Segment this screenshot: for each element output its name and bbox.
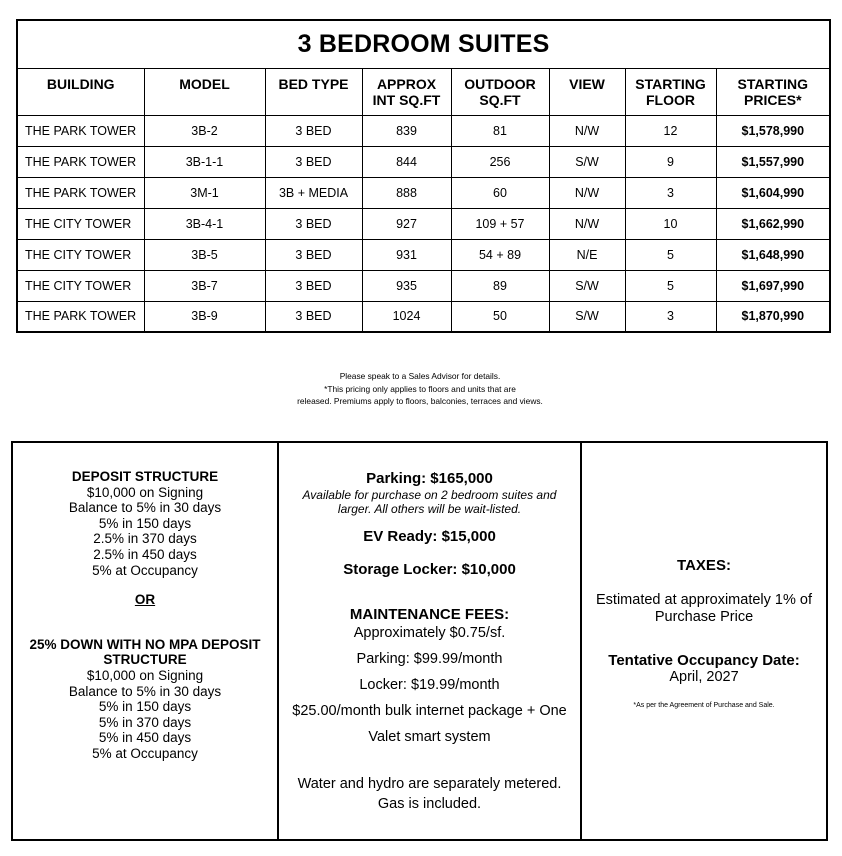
cell-building: THE CITY TOWER — [17, 239, 144, 270]
table-row — [17, 208, 830, 239]
alt-deposit-line: 5% at Occupancy — [92, 745, 198, 761]
cell-int-sqft: 844 — [362, 146, 451, 177]
maintenance-parking: Parking: $99.99/month — [356, 651, 503, 667]
taxes-box — [582, 443, 826, 839]
cell-view: S/W — [549, 270, 625, 301]
cell-int-sqft: 1024 — [362, 301, 451, 332]
table-row — [17, 270, 830, 301]
cell-starting-floor: 10 — [625, 208, 716, 239]
pricing-table — [16, 19, 831, 333]
cell-starting-floor: 3 — [625, 301, 716, 332]
deposit-line: Balance to 5% in 30 days — [68, 500, 222, 516]
cell-starting-price: $1,697,990 — [716, 270, 830, 301]
extras-box — [279, 443, 582, 839]
table-title: 3 BEDROOM SUITES — [17, 20, 830, 68]
cell-starting-floor: 12 — [625, 115, 716, 146]
table-row — [17, 177, 830, 208]
cell-starting-price: $1,578,990 — [716, 115, 830, 146]
maintenance-rate: Approximately $0.75/sf. — [353, 625, 506, 641]
info-boxes — [11, 441, 828, 841]
cell-building: THE CITY TOWER — [17, 270, 144, 301]
cell-bed-type: 3 BED — [265, 208, 362, 239]
cell-starting-price: $1,870,990 — [716, 301, 830, 332]
header-outdoor-sqft: OUTDOOR SQ.FT — [451, 68, 549, 115]
cell-outdoor-sqft: 54 + 89 — [451, 239, 549, 270]
table-row — [17, 239, 830, 270]
cell-bed-type: 3 BED — [265, 301, 362, 332]
cell-starting-price: $1,662,990 — [716, 208, 830, 239]
cell-starting-price: $1,648,990 — [716, 239, 830, 270]
table-row — [17, 146, 830, 177]
utilities-line: Water and hydro are separately metered. — [297, 776, 562, 792]
cell-starting-floor: 3 — [625, 177, 716, 208]
alt-deposit-line: $10,000 on Signing — [86, 667, 204, 683]
cell-building: THE PARK TOWER — [17, 177, 144, 208]
alt-deposit-line: 5% in 150 days — [98, 699, 192, 715]
cell-building: THE PARK TOWER — [17, 301, 144, 332]
cell-outdoor-sqft: 89 — [451, 270, 549, 301]
cell-model: 3B-4-1 — [144, 208, 265, 239]
pricing-notes — [250, 370, 590, 408]
header-starting-prices: STARTING PRICES* — [716, 68, 830, 115]
cell-bed-type: 3 BED — [265, 270, 362, 301]
note-line: released. Premiums apply to floors, balconies, terraces and views. — [297, 396, 543, 406]
alt-deposit-line: 5% in 450 days — [98, 730, 192, 746]
deposit-line: 5% in 150 days — [98, 515, 192, 531]
cell-bed-type: 3 BED — [265, 239, 362, 270]
cell-building: THE PARK TOWER — [17, 146, 144, 177]
cell-bed-type: 3 BED — [265, 146, 362, 177]
cell-model: 3B-7 — [144, 270, 265, 301]
cell-int-sqft: 935 — [362, 270, 451, 301]
occupancy-date: April, 2027 — [669, 669, 739, 685]
cell-int-sqft: 839 — [362, 115, 451, 146]
cell-int-sqft: 931 — [362, 239, 451, 270]
maintenance-locker: Locker: $19.99/month — [359, 677, 500, 693]
deposit-title: DEPOSIT STRUCTURE — [71, 469, 219, 484]
cell-bed-type: 3B + MEDIA — [265, 177, 362, 208]
header-view: VIEW — [549, 68, 625, 115]
deposit-line: 2.5% in 370 days — [93, 531, 197, 547]
note-line: *This pricing only applies to floors and units that are — [324, 383, 516, 394]
header-model: MODEL — [144, 68, 265, 115]
cell-starting-floor: 9 — [625, 146, 716, 177]
cell-outdoor-sqft: 109 + 57 — [451, 208, 549, 239]
cell-starting-price: $1,604,990 — [716, 177, 830, 208]
cell-outdoor-sqft: 256 — [451, 146, 549, 177]
cell-outdoor-sqft: 60 — [451, 177, 549, 208]
maintenance-fees-title: MAINTENANCE FEES: — [349, 606, 510, 623]
cell-model: 3B-1-1 — [144, 146, 265, 177]
internet-package-cont: Valet smart system — [368, 729, 491, 745]
cell-model: 3M-1 — [144, 177, 265, 208]
or-divider: OR — [134, 592, 156, 608]
occupancy-title: Tentative Occupancy Date: — [608, 652, 800, 669]
cell-starting-floor: 5 — [625, 270, 716, 301]
alt-deposit-title: 25% DOWN WITH NO MPA DEPOSIT STRUCTURE — [29, 636, 261, 668]
header-building: BUILDING — [17, 68, 144, 115]
cell-outdoor-sqft: 81 — [451, 115, 549, 146]
ev-ready-price: EV Ready: $15,000 — [363, 528, 496, 545]
header-int-sqft: APPROX INT SQ.FT — [362, 68, 451, 115]
agreement-footnote: *As per the Agreement of Purchase and Sale. — [633, 702, 775, 709]
cell-bed-type: 3 BED — [265, 115, 362, 146]
cell-int-sqft: 888 — [362, 177, 451, 208]
note-line: Please speak to a Sales Advisor for details. — [339, 371, 501, 381]
utilities-line: Gas is included. — [377, 796, 482, 812]
cell-view: N/W — [549, 115, 625, 146]
deposit-line: 2.5% in 450 days — [93, 546, 197, 562]
storage-locker-price: Storage Locker: $10,000 — [343, 561, 516, 578]
cell-starting-price: $1,557,990 — [716, 146, 830, 177]
header-starting-floor: STARTING FLOOR — [625, 68, 716, 115]
table-row — [17, 301, 830, 332]
cell-model: 3B-9 — [144, 301, 265, 332]
cell-starting-floor: 5 — [625, 239, 716, 270]
table-header-row — [17, 68, 830, 115]
header-bed-type: BED TYPE — [265, 68, 362, 115]
deposit-line: $10,000 on Signing — [86, 484, 204, 500]
internet-package: $25.00/month bulk internet package + One — [292, 703, 567, 719]
cell-int-sqft: 927 — [362, 208, 451, 239]
deposit-structure-box — [13, 443, 279, 839]
cell-outdoor-sqft: 50 — [451, 301, 549, 332]
parking-note: Available for purchase on 2 bedroom suites and larger. All others will be wait-listed. — [302, 488, 557, 516]
taxes-title: TAXES: — [677, 557, 731, 574]
cell-model: 3B-2 — [144, 115, 265, 146]
utilities-note — [279, 774, 580, 814]
deposit-line: 5% at Occupancy — [92, 562, 198, 578]
cell-view: N/W — [549, 208, 625, 239]
cell-building: THE PARK TOWER — [17, 115, 144, 146]
taxes-estimate: Estimated at approximately 1% of Purchase Price — [596, 592, 812, 625]
cell-view: N/E — [549, 239, 625, 270]
table-row — [17, 115, 830, 146]
parking-price: Parking: $165,000 — [366, 470, 493, 487]
cell-building: THE CITY TOWER — [17, 208, 144, 239]
alt-deposit-line: 5% in 370 days — [98, 714, 192, 730]
cell-view: N/W — [549, 177, 625, 208]
alt-deposit-line: Balance to 5% in 30 days — [68, 683, 222, 699]
cell-model: 3B-5 — [144, 239, 265, 270]
cell-view: S/W — [549, 301, 625, 332]
cell-view: S/W — [549, 146, 625, 177]
